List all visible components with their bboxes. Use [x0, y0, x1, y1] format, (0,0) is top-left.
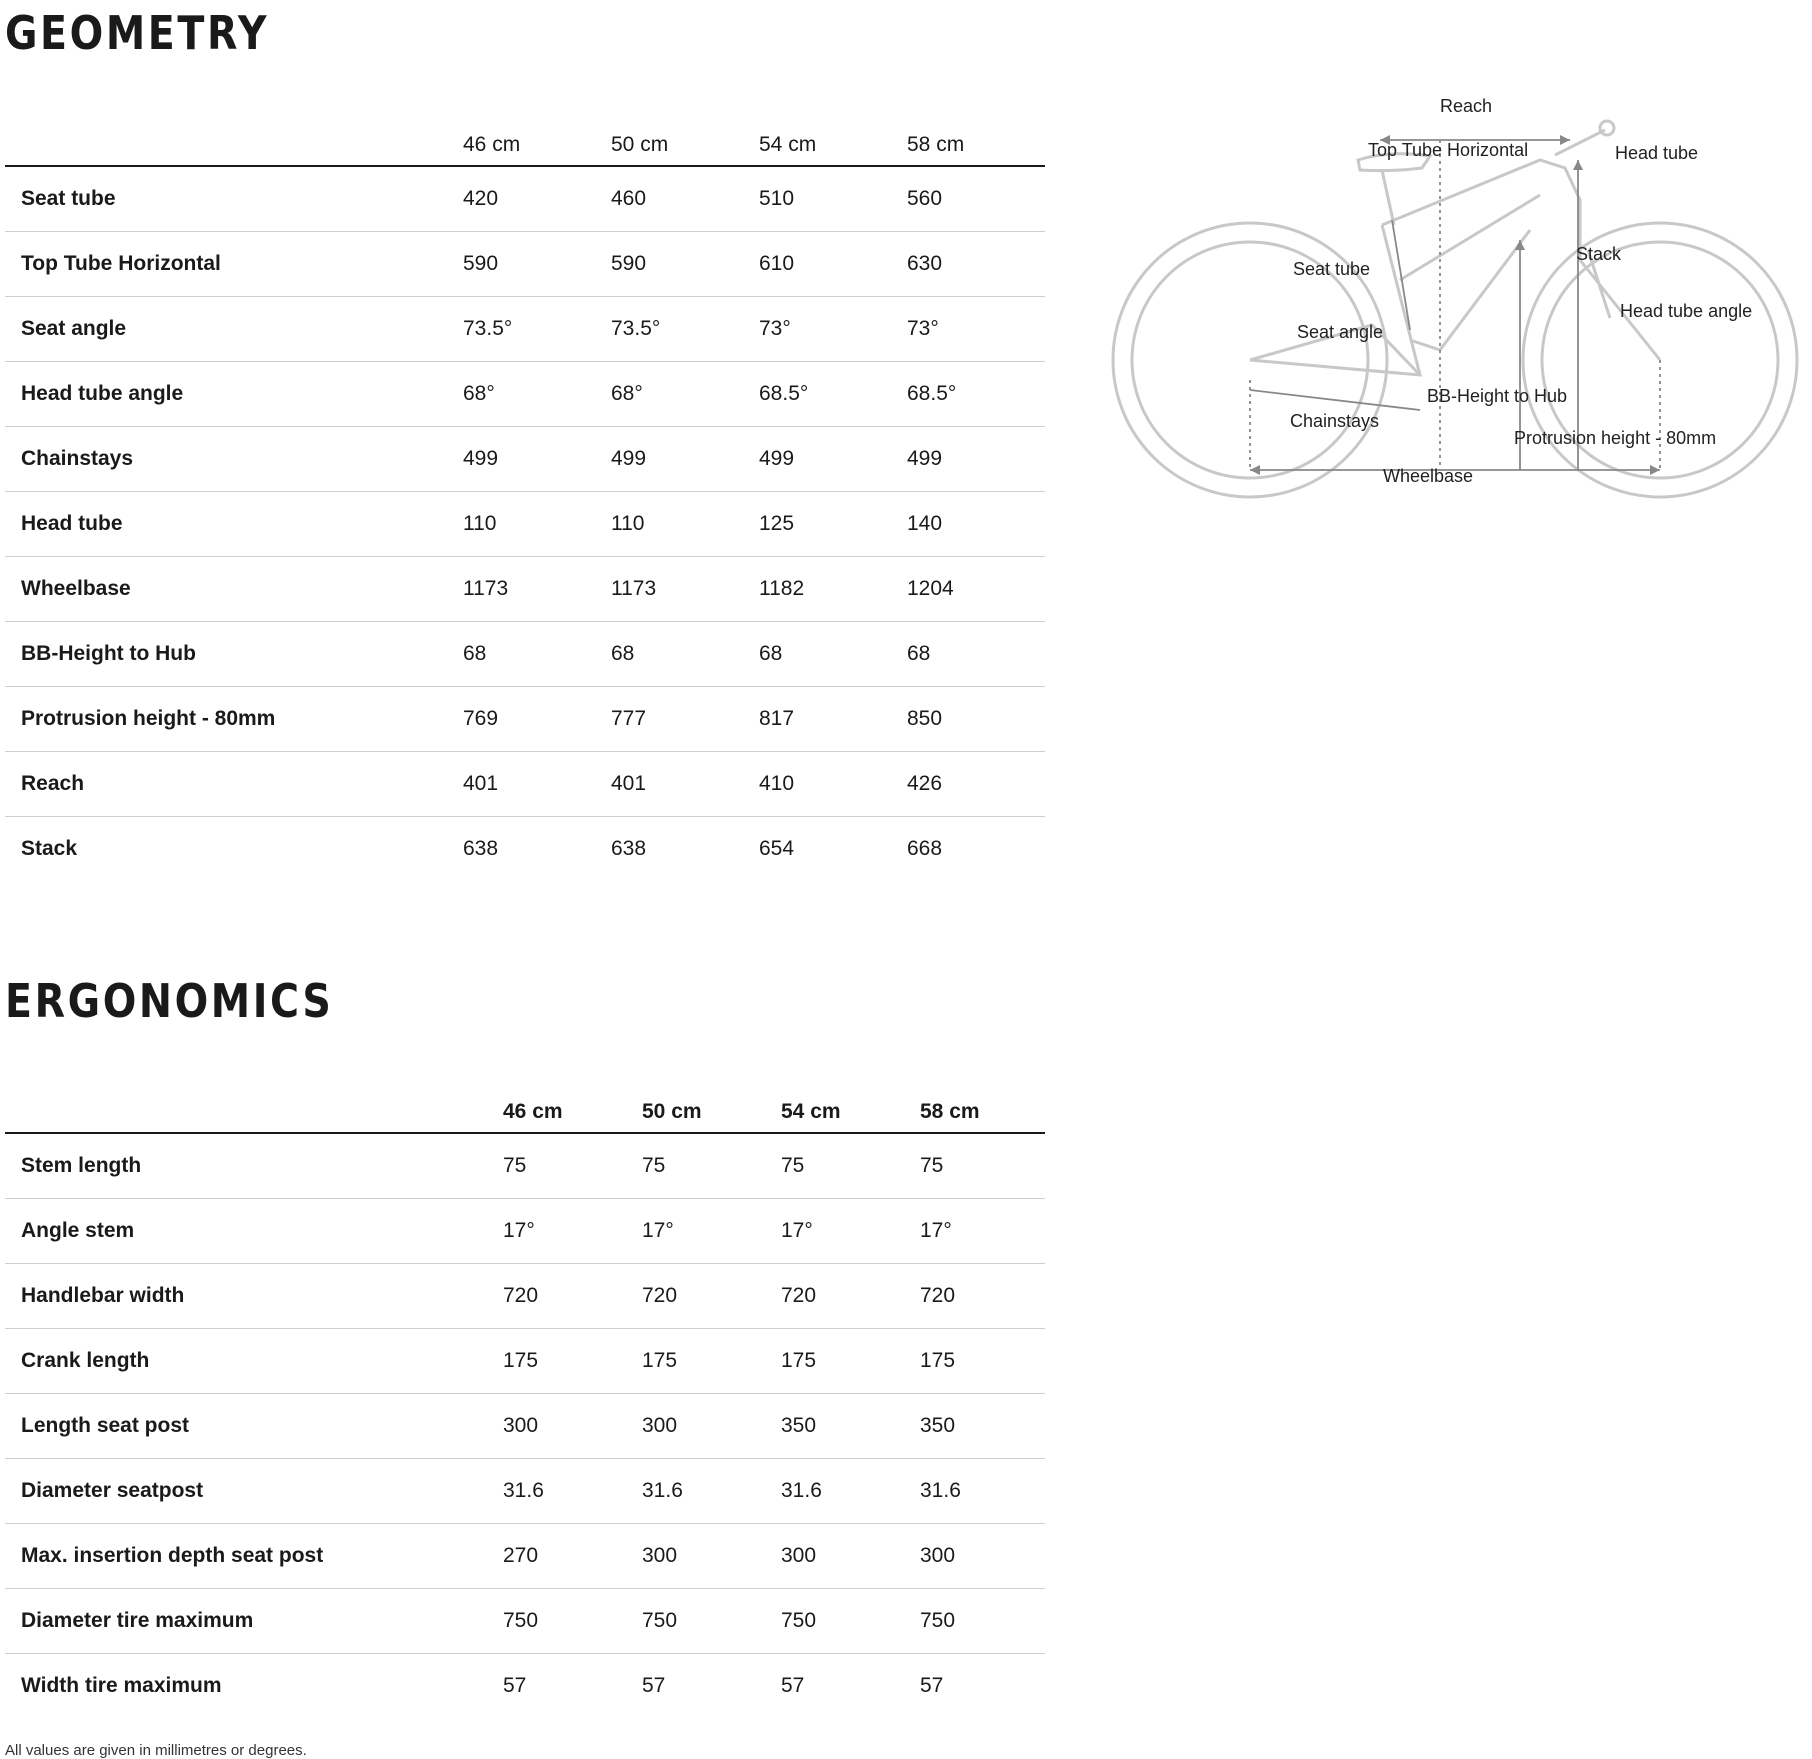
row-value: 175 [920, 1328, 1045, 1393]
diagram-label-seat-angle: Seat angle [1297, 322, 1384, 342]
row-value: 769 [463, 686, 611, 751]
table-row [5, 1133, 1045, 1198]
row-value: 510 [759, 186, 795, 210]
row-label: Chainstays [5, 426, 463, 491]
row-value: 17° [503, 1198, 642, 1263]
row-label: BB-Height to Hub [5, 621, 463, 686]
row-value: 300 [642, 1523, 781, 1588]
row-value: 499 [907, 426, 1045, 491]
row-label: Crank length [5, 1328, 503, 1393]
row-value: 68.5° [759, 361, 907, 426]
geometry-header-size: 54 cm [759, 108, 907, 166]
row-label: Head tube [5, 491, 463, 556]
row-value: 630 [907, 231, 1045, 296]
row-value: 750 [920, 1588, 1045, 1653]
ergonomics-header-size: 58 cm [920, 1075, 1045, 1133]
row-value: 350 [920, 1393, 1045, 1458]
diagram-label-stack: Stack [1576, 244, 1622, 264]
row-label: Reach [5, 751, 463, 816]
row-value: 499 [611, 426, 759, 491]
row-value: 750 [503, 1588, 642, 1653]
table-row [5, 556, 1045, 621]
row-value: 720 [920, 1263, 1045, 1328]
table-row [5, 296, 1045, 361]
row-value: 638 [463, 816, 611, 881]
geometry-header-size: 50 cm [611, 108, 759, 166]
row-value: 17° [642, 1198, 781, 1263]
row-label: Stack [5, 816, 463, 881]
row-value: 75 [920, 1153, 944, 1177]
row-value: 777 [611, 686, 759, 751]
row-value: 1204 [907, 556, 1045, 621]
table-row [5, 1458, 1045, 1523]
row-value: 720 [503, 1263, 642, 1328]
geometry-table-body [5, 166, 1045, 881]
ergonomics-table-body [5, 1133, 1045, 1718]
table-row [5, 361, 1045, 426]
table-row [5, 1198, 1045, 1263]
row-label: Handlebar width [5, 1263, 503, 1328]
row-value: 270 [503, 1523, 642, 1588]
geometry-header-blank [5, 108, 463, 166]
row-value: 420 [463, 186, 499, 210]
row-value: 1182 [759, 556, 907, 621]
row-value: 68° [611, 361, 759, 426]
row-value: 17° [920, 1198, 1045, 1263]
row-value: 638 [611, 816, 759, 881]
row-value: 110 [611, 491, 759, 556]
row-value: 654 [759, 816, 907, 881]
row-value: 140 [907, 491, 1045, 556]
table-row [5, 686, 1045, 751]
diagram-label-seat-tube: Seat tube [1293, 259, 1371, 279]
row-value: 31.6 [781, 1458, 920, 1523]
diagram-label-head-tube-angle: Head tube angle [1620, 301, 1753, 321]
row-value: 75 [503, 1153, 527, 1177]
ergonomics-table [5, 1075, 1045, 1718]
row-value: 175 [781, 1328, 920, 1393]
table-row [5, 816, 1045, 881]
row-value: 499 [759, 426, 907, 491]
row-value: 300 [920, 1523, 1045, 1588]
row-value: 410 [759, 751, 907, 816]
row-label: Diameter seatpost [5, 1458, 503, 1523]
row-value: 125 [759, 491, 907, 556]
row-value: 17° [781, 1198, 920, 1263]
row-value: 73.5° [463, 296, 611, 361]
row-value: 426 [907, 751, 1045, 816]
row-value: 31.6 [642, 1458, 781, 1523]
table-row [5, 1263, 1045, 1328]
table-row [5, 1588, 1045, 1653]
row-value: 1173 [463, 556, 611, 621]
ergonomics-header-blank [5, 1075, 503, 1133]
row-label: Protrusion height - 80mm [5, 686, 463, 751]
row-value: 750 [642, 1588, 781, 1653]
row-label: Wheelbase [5, 556, 463, 621]
ergonomics-header-row [5, 1075, 1045, 1133]
ergonomics-header-size: 50 cm [642, 1075, 781, 1133]
table-row [5, 166, 1045, 231]
row-label: Diameter tire maximum [5, 1588, 503, 1653]
diagram-label-top-tube: Top Tube Horizontal [1368, 140, 1529, 160]
row-value: 300 [503, 1393, 642, 1458]
row-value: 401 [463, 751, 611, 816]
row-value: 110 [463, 491, 611, 556]
geometry-table [5, 108, 1045, 881]
row-value: 1173 [611, 556, 759, 621]
row-value: 68° [463, 361, 611, 426]
row-label: Seat angle [5, 296, 463, 361]
row-value: 668 [907, 816, 1045, 881]
table-row [5, 1653, 1045, 1718]
row-value: 68.5° [907, 361, 1045, 426]
row-value: 750 [781, 1588, 920, 1653]
row-value: 560 [907, 186, 943, 210]
row-value: 720 [642, 1263, 781, 1328]
row-value: 68 [907, 621, 1045, 686]
row-value: 350 [781, 1393, 920, 1458]
row-value: 610 [759, 231, 907, 296]
row-value: 31.6 [920, 1458, 1045, 1523]
ergonomics-header-size: 54 cm [781, 1075, 920, 1133]
row-value: 175 [503, 1328, 642, 1393]
row-value: 68 [611, 621, 759, 686]
row-value: 57 [642, 1653, 781, 1718]
row-value: 817 [759, 686, 907, 751]
geometry-title: GEOMETRY [5, 6, 270, 60]
table-row [5, 426, 1045, 491]
row-value: 300 [642, 1393, 781, 1458]
row-label: Length seat post [5, 1393, 503, 1458]
row-label: Width tire maximum [5, 1653, 503, 1718]
row-value: 720 [781, 1263, 920, 1328]
row-label: Head tube angle [5, 361, 463, 426]
row-label: Max. insertion depth seat post [5, 1523, 503, 1588]
row-value: 73° [907, 296, 1045, 361]
geometry-header-size: 58 cm [907, 108, 1045, 166]
diagram-label-reach: Reach [1440, 96, 1493, 116]
table-row [5, 491, 1045, 556]
row-value: 73.5° [611, 296, 759, 361]
table-row [5, 1328, 1045, 1393]
table-row [5, 751, 1045, 816]
row-value: 175 [642, 1328, 781, 1393]
row-value: 300 [781, 1523, 920, 1588]
row-label: Top Tube Horizontal [5, 231, 463, 296]
row-value: 31.6 [503, 1458, 642, 1523]
geometry-header-row [5, 108, 1045, 166]
row-label: Stem length [21, 1153, 142, 1177]
ergonomics-title: ERGONOMICS [5, 974, 334, 1028]
table-row [5, 621, 1045, 686]
row-value: 460 [611, 186, 647, 210]
diagram-label-chainstays: Chainstays [1290, 411, 1380, 431]
row-label: Angle stem [5, 1198, 503, 1263]
row-value: 75 [642, 1153, 666, 1177]
row-label: Seat tube [21, 186, 116, 210]
table-row [5, 1393, 1045, 1458]
row-value: 401 [611, 751, 759, 816]
diagram-label-head-tube: Head tube [1615, 143, 1699, 163]
row-value: 57 [781, 1653, 920, 1718]
row-value: 68 [463, 621, 611, 686]
row-value: 73° [759, 296, 907, 361]
table-row [5, 1523, 1045, 1588]
bike-geometry-diagram [1110, 90, 1810, 510]
row-value: 499 [463, 426, 611, 491]
row-value: 590 [611, 231, 759, 296]
row-value: 68 [759, 621, 907, 686]
row-value: 57 [503, 1653, 642, 1718]
ergonomics-header-size: 46 cm [503, 1075, 642, 1133]
footnote: All values are given in millimetres or degrees. [5, 1742, 307, 1759]
geometry-header-size: 46 cm [463, 108, 611, 166]
row-value: 75 [781, 1153, 805, 1177]
row-value: 590 [463, 231, 611, 296]
row-value: 57 [920, 1653, 1045, 1718]
row-value: 850 [907, 686, 1045, 751]
diagram-label-bb-height: BB-Height to Hub [1427, 386, 1568, 406]
diagram-label-wheelbase: Wheelbase [1383, 466, 1474, 486]
diagram-label-protrusion: Protrusion height - 80mm [1514, 428, 1717, 448]
table-row [5, 231, 1045, 296]
